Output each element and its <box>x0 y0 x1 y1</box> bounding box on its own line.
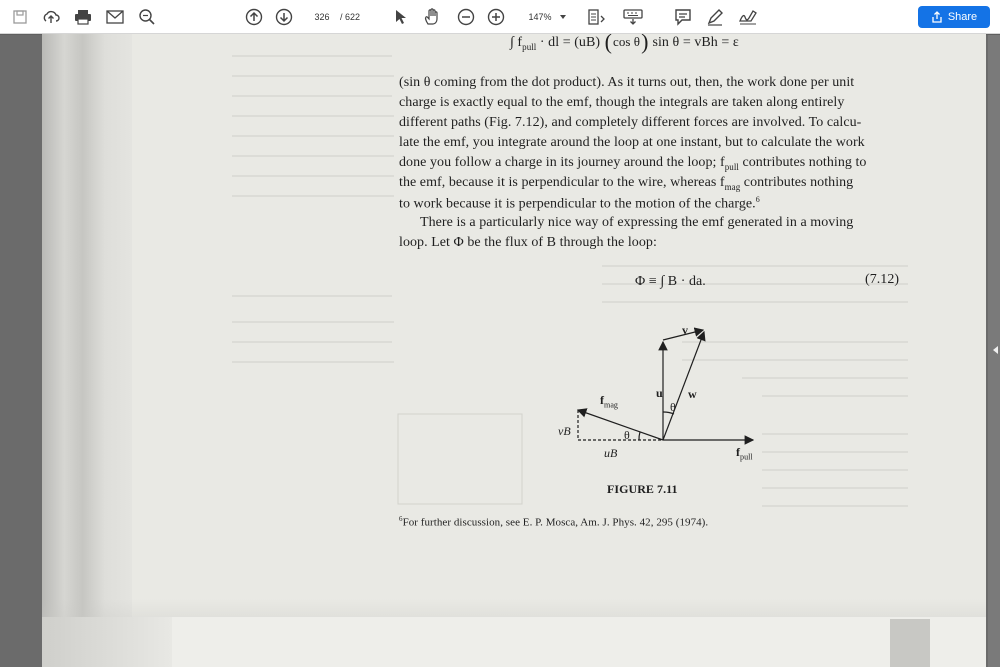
label-fmag: $f_{mag}$ <box>600 393 618 410</box>
equation-top: ∫ $f_{pull}$ · dl = (uB) (cos θ) sin θ = vBh = ε <box>510 34 739 54</box>
angle-arc-bottom <box>639 432 640 440</box>
share-label: Share <box>947 11 978 23</box>
paragraph-line: late the emf, you integrate around the loop at one instant, but to calculate the work <box>399 135 865 150</box>
figure-caption: FIGURE 7.11 <box>607 482 678 496</box>
label-vB: vB <box>558 424 571 438</box>
toolbar <box>0 0 1000 34</box>
equation-number: (7.12) <box>865 272 900 287</box>
sign-icon[interactable] <box>736 5 760 29</box>
footnote: $^6$For further discussion, see E. P. Mosca, Am. J. Phys. 42, 295 (1974). <box>399 515 709 529</box>
chevron-down-icon[interactable] <box>557 5 569 29</box>
paragraph-line: loop. Let Φ be the flux of B through the loop: <box>399 235 657 250</box>
page-number-input[interactable]: 326 <box>314 12 330 22</box>
equation-flux: Φ ≡ ∫ B · da. <box>635 274 706 289</box>
paragraph-line: charge is exactly equal to the emf, though the integrals are taken along entirely <box>399 95 845 110</box>
vector-w <box>663 332 704 440</box>
page-fit-icon[interactable] <box>585 5 609 29</box>
label-u: u <box>656 386 663 400</box>
page-total: / 622 <box>340 12 361 22</box>
figure-vector-diagram <box>42 34 986 647</box>
pointer-icon[interactable] <box>392 5 410 29</box>
page-binding-edge <box>42 617 172 667</box>
zoom-out-icon[interactable] <box>455 5 477 29</box>
find-icon[interactable] <box>136 5 158 29</box>
paragraph-line: (sin θ coming from the dot product). As it turns out, then, the work done per unit <box>399 75 855 90</box>
vector-fmag <box>578 410 663 440</box>
zoom-in-icon[interactable] <box>485 5 507 29</box>
page-margin-mark <box>890 619 930 667</box>
hand-icon[interactable] <box>421 5 443 29</box>
highlight-pen-icon[interactable] <box>704 5 726 29</box>
document-viewer[interactable] <box>0 35 1000 667</box>
paragraph-line: to work because it is perpendicular to the motion of the charge.$^6$ <box>399 195 760 212</box>
label-fpull: $f_{pull}$ <box>736 445 753 462</box>
paragraph-line: different paths (Fig. 7.12), and completely different forces are involved. To calcu- <box>399 115 862 130</box>
label-theta-bottom: θ <box>624 428 630 442</box>
label-w: w <box>688 387 697 401</box>
upload-icon[interactable] <box>40 5 62 29</box>
label-v: v <box>682 323 689 337</box>
share-icon <box>931 11 943 23</box>
keyboard-icon[interactable] <box>621 5 645 29</box>
page-up-icon[interactable] <box>243 5 265 29</box>
pdf-page <box>42 34 986 647</box>
panel-collapse-icon[interactable] <box>993 346 998 354</box>
paragraph-line: There is a particularly nice way of expressing the emf generated in a moving <box>420 215 854 230</box>
page-down-icon[interactable] <box>273 5 295 29</box>
comment-icon[interactable] <box>672 5 694 29</box>
pdf-page-next <box>42 617 986 667</box>
mail-icon[interactable] <box>104 5 126 29</box>
label-uB: uB <box>604 446 618 460</box>
print-icon[interactable] <box>72 5 94 29</box>
share-button[interactable] <box>918 6 990 28</box>
paragraph-line: the emf, because it is perpendicular to the wire, whereas $f_{mag}$ contributes nothing <box>399 175 854 192</box>
label-theta-top: θ <box>670 400 676 414</box>
paragraph-line: done you follow a charge in its journey around the loop; $f_{pull}$ contributes nothing to <box>399 155 867 172</box>
zoom-value[interactable]: 147% <box>528 12 552 22</box>
save-icon[interactable] <box>10 5 30 29</box>
